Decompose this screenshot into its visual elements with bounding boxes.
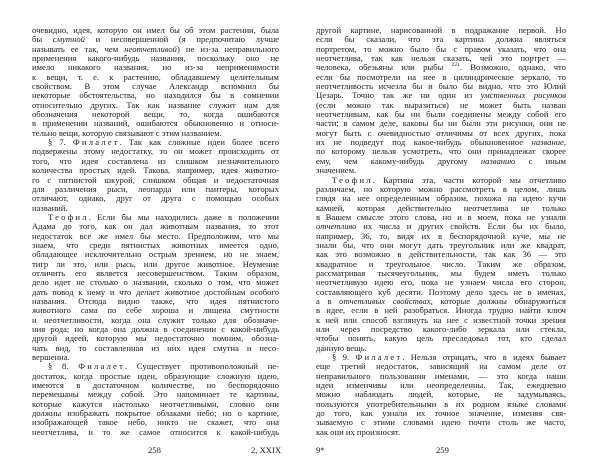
text-run: неотчетлива, и то же самое относится к какой-нибудь [32,426,279,437]
speaker-name: Теофил [48,211,89,222]
text-run: по которому нельзя усмотреть, что они принадлежат скорее [316,146,566,157]
text-run: называть ее так, чем [32,43,125,54]
text-run: в Вашем смысле этого слова, но и в моем, пока не узнали [316,211,566,222]
text-run: того, что идея составлена из слишком незначительного [32,155,279,166]
text-run: недостаток все же имел бы место. Предположим, что мы [32,230,279,241]
text-run: очевидно, идея, которую он имел бы об этом растении, была [32,25,279,35]
text-run: Адама до того, как он дал животным названия, то этот [32,221,279,232]
text-run: знаем, что среди пятнистых животных имеется одно, [32,239,279,250]
text-run: названий. [32,202,68,213]
text-run: бы [32,34,53,45]
text-run: другой картине, нарисованной в подражание первой. Но [316,25,566,35]
italic-term: название [531,137,564,148]
text-run: как они их произносят. [316,426,401,437]
text-run: , [563,137,566,148]
text-run: до того, как узнали их точное значение, изменяя свя- [316,408,566,419]
text-run: должны изображать покрытое облаками небо; но о картине, [32,408,279,419]
text-run: а в [316,295,340,306]
text-run: для различения рыси, леопарда или пантеры, которых [32,183,279,194]
text-run: достаток, когда простые идеи, образующие сложную идею, [32,370,279,381]
text-run: неотчетливым, как бы ни были соединены между собой его [316,109,566,120]
text-run: или через посредство какого-либо зеркала или стекла, [316,324,566,334]
text-run: в применении названий, ошибаются обыкновенно и относи- [32,118,279,129]
speaker-name: Филалет [78,361,126,372]
text-run: § 9. [332,352,356,363]
text-run: как это возможно в действительности, так как 36 — это [316,249,566,260]
text-run: , которые должны обнаружиться [430,295,566,306]
italic-term: неотчетливой [124,43,177,54]
speaker-name: Теофил [332,174,373,185]
text-run: названия. Отсюда видно также, что идея пятнистого [32,295,279,306]
footnote-ref: 221 [451,62,460,69]
text-run: имеются в достаточном количестве, но беспорядочно [32,380,279,391]
text-run: глядя на нее определенным образом, похожа на идею кучи [316,193,566,204]
text-run: если бы посмотрели на нее в цилиндрическое зеркало, то [316,71,566,82]
italic-term: отчетливо [316,221,357,232]
text-run: . Возможно, однако, что [459,62,566,73]
right-page-number: 259 [436,445,449,455]
left-page-text [32,26,279,437]
text-run: . Существует противоположный не- [125,361,279,372]
text-run: . Нельзя отрицать, что в идеях бывает [402,352,566,363]
text-run: вершенна. [32,352,70,363]
text-run: го с пятнистой шкурой, слишком общая и недостаточная [32,174,279,185]
text-run: которые кажутся настолько неотчетливыми, словно они [32,398,279,409]
text-line [316,428,566,437]
italic-term: названию [480,155,516,166]
text-run: количества простых идей. Такова, например, идея животно- [32,165,279,176]
text-run: свойством. В этом случае Александр вспомнил бы [32,81,279,92]
text-run: относительно других. Так как название служит нам для [32,99,279,110]
text-run: неотчетливую идею его, пока не узнаем числа его сторон, [316,277,566,288]
text-run: ния рода; но когда она должна в соединении с какой-нибудь [32,324,279,334]
text-run: . Так как сложные идеи более всего [119,137,279,148]
text-run: некоторые обстоятельства, но находился бы в сомнении [32,90,279,101]
text-run: перемешаны между собой. Это напоминает те картины, [32,389,279,400]
text-run: идеи изменчивы или неопределенны. Так, ежедневно [316,380,566,391]
text-run: тельно вещи, которую связывают с этим названием. [32,127,222,138]
text-run: тигр ли это, или рысь, или другое животное. Неумение [32,258,279,269]
text-run: чтобы понять, какую цель преследовал тот, кто сделал [316,333,566,344]
text-run: могут быть с очевидностью отличимы от всех других, пока [316,127,566,138]
text-run: данную вещь. [316,342,367,353]
text-run: в идее, если в ней разобраться. Иногда трудно найти ключ [316,305,566,316]
text-run: и несовершенной (я предпочитаю лучше [84,34,279,45]
text-run: неотчетлива, так как нельзя сказать, чей это портрет — [316,53,566,64]
text-run: ему, чем какому-нибудь другому [316,155,481,166]
text-run: подвержены этому недостатку, то он может происходить от [32,146,279,157]
text-run: чать вид, то составленная из них идея смутна и несо- [32,342,279,353]
text-run: имело никакого названия, но из-за неприменимости [32,62,279,73]
italic-term: смутной [52,34,85,45]
text-run: с иным [515,155,566,166]
text-run: их числа и других свойств. Если бы их было, [356,221,566,232]
text-run: и неотчетливости, когда она служит только для обозначе- [32,314,279,325]
text-run: отличить его является несовершенством. Таким образом, [32,267,279,278]
text-run: обозначения некоторой вещи, то, когда ошибаются [32,109,279,120]
text-run: применения какого-нибудь названия, поскольку оно не [32,53,279,64]
text-run: к вещи, т. е. к растению, обладавшему целительным [32,71,279,82]
text-line [32,428,279,437]
right-page-text [316,26,566,437]
text-run: отличают, однако, друг от друга с помощью особых [32,193,279,204]
text-run: дело идет не столько о названии, сколько о том, что может [32,277,279,288]
text-run: пользуются употребительными в их родном языке словами [316,398,566,409]
text-run: неотчетливость исчезла бы и было бы видно, что это Юлий [316,81,566,92]
text-run: значением. [316,165,357,176]
text-run: если бы сказали, что эта картина должна являться [316,34,566,45]
text-run: неправильного пользования именами, — это когда наши [316,370,566,381]
text-run: различаем, но которую можно рассмотреть в целом, лишь [316,183,566,194]
text-run: знали бы, что они могут дать треугольник или же квадрат, [316,239,566,250]
left-page-number: 258 [148,445,161,455]
text-run: можно наблюдать людей, которые, не задумываясь, [316,389,566,400]
text-run: портретом, то можно было бы с правом указать, что она [316,43,566,54]
text-run: зываемую с этими словами идею почти столь же часто, [316,417,566,428]
text-run: (если можно так выразиться) не может быть назван [316,99,566,110]
text-run: изображающей такое небо, никто не скажет, что она [32,417,279,428]
text-run: составляющего куб десяти. Поэтому дело здесь не в именах, [316,286,566,297]
text-run: человека, обезьяны или рыбы [316,62,452,73]
text-run: другой идеей, которую мы недостаточно помним, обозна- [32,333,279,344]
text-run: . Картина эта, части которой мы отчетливо [372,174,566,185]
italic-term: умственных рисунков [480,90,567,101]
speaker-name: Филалет [72,137,120,148]
text-run: например, 36, то, видя их в беспорядочной куче, мы не [316,230,566,241]
text-run: части; в самом деле, каковы бы ни были эти рисунки, они не [316,118,566,129]
text-line [32,194,279,203]
text-run: квадратное и треугольное число. Таким же образом, [316,258,566,269]
text-run: дать повод к нему и что делает животное достойным особого [32,286,279,297]
text-run: ) не из-за неправильного [176,43,279,54]
text-run: § 7. [48,137,73,148]
text-run: их не подведут под какое-нибудь обыкновенное [316,137,532,148]
left-running-head: 2, XXIX [251,445,282,455]
text-run: камней, которая действительно неотчетлива не только [316,202,566,213]
text-run: . Если бы мы находились даже в положении [88,211,279,222]
text-run: к ней или способ взглянуть на нее с известной точки зрения [316,314,566,325]
signature-mark: 9* [316,445,325,455]
text-run: еще третий недостаток, зависящий на самом деле от [316,361,566,372]
text-run: рассматривая тысячеугольник, мы будем иметь только [316,267,566,278]
text-run: животного сама по себе хороша и лишена смутности [32,305,279,316]
text-run: обладающее исключительно острым зрением, но не знаем, [32,249,279,260]
speaker-name: Филалет [355,352,403,363]
italic-term: отчетливых свойствах [339,295,431,306]
text-run: Цезарь. Точно так же ни один из [316,90,481,101]
text-run: § 8. [48,361,79,372]
